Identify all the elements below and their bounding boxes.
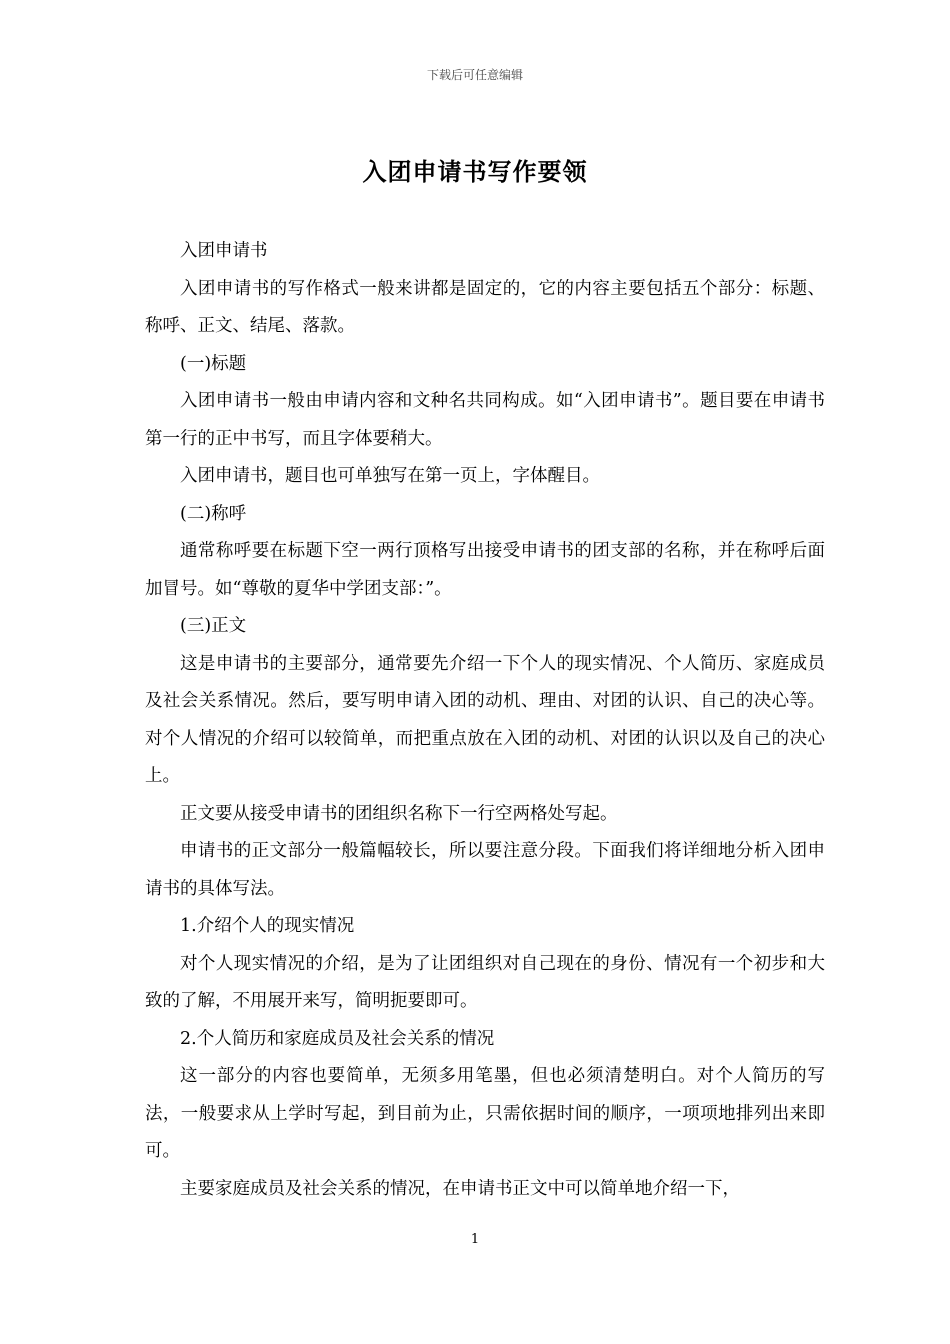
paragraph: 对个人现实情况的介绍，是为了让团组织对自己现在的身份、情况有一个初步和大致的了解，不用展开来写，简明扼要即可。	[145, 953, 825, 1011]
paragraph: 通常称呼要在标题下空一两行顶格写出接受申请书的团支部的名称，并在称呼后面加冒号。如“尊敬的夏华中学团支部：”。	[145, 541, 825, 599]
paragraph: 入团申请书的写作格式一般来讲都是固定的，它的内容主要包括五个部分：标题、称呼、正文、结尾、落款。	[145, 278, 825, 336]
paragraph: 正文要从接受申请书的团组织名称下一行空两格处写起。	[180, 803, 618, 824]
subsection-heading: 1.介绍个人的现实情况	[180, 916, 355, 936]
subsection-heading: 2.个人简历和家庭成员及社会关系的情况	[180, 1028, 495, 1049]
paragraph: 入团申请书	[180, 241, 268, 261]
document-body	[145, 233, 825, 1208]
paragraph: 入团申请书一般由申请内容和文种名共同构成。如“入团申请书”。题目要在申请书第一行的正中书写，而且字体要稍大。	[145, 391, 825, 449]
page-number: 1	[470, 1232, 480, 1247]
section-heading: (一)标题	[180, 353, 247, 374]
paragraph: 这一部分的内容也要简单，无须多用笔墨，但也必须清楚明白。对个人简历的写法，一般要求从上学时写起，到目前为止，只需依据时间的顺序，一项项地排列出来即可。	[145, 1066, 825, 1161]
paragraph: 入团申请书，题目也可单独写在第一页上，字体醒目。	[180, 466, 600, 486]
section-heading: (二)称呼	[180, 503, 247, 524]
page-header: 下载后可任意编辑	[426, 68, 523, 82]
paragraph: 主要家庭成员及社会关系的情况，在申请书正文中可以简单地介绍一下，	[180, 1178, 740, 1199]
paragraph: 这是申请书的主要部分，通常要先介绍一下个人的现实情况、个人简历、家庭成员及社会关系情况。然后，要写明申请入团的动机、理由、对团的认识、自己的决心等。对个人情况的介绍可以较简单，而把重点放在入团的动机、对团的认识以及自己的决心上。	[145, 653, 825, 786]
document-title: 入团申请书写作要领	[362, 157, 588, 186]
section-heading: (三)正文	[180, 616, 247, 636]
paragraph: 申请书的正文部分一般篇幅较长，所以要注意分段。下面我们将详细地分析入团申请书的具体写法。	[145, 841, 825, 899]
